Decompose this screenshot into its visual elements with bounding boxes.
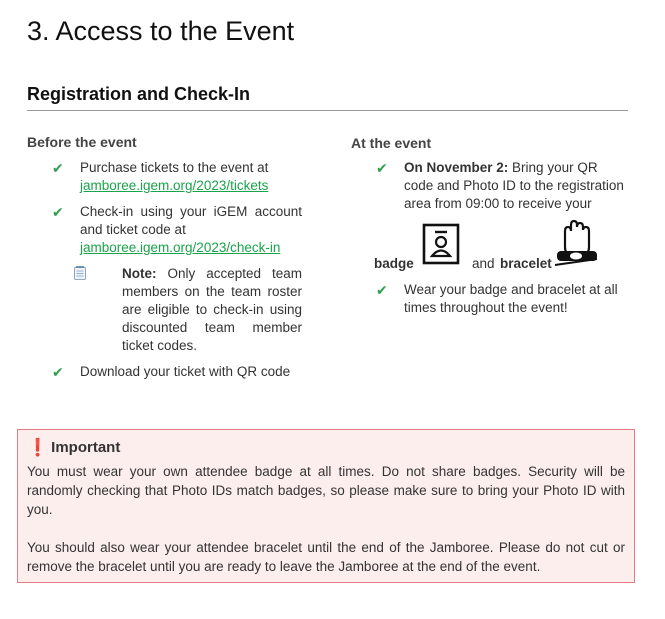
download-text: Download your ticket with QR code [80,364,291,379]
important-title: Important [51,439,121,456]
list-item [52,159,302,195]
note-item [74,265,302,355]
important-callout [17,429,635,583]
tickets-link[interactable]: jamboree.igem.org/2023/tickets [80,178,269,193]
notepad-icon [74,266,86,280]
list-item [376,159,628,213]
and-label: and [472,256,495,271]
page-title: 3. Access to the Event [27,16,295,46]
section-subtitle: Registration and Check-In [27,84,251,104]
note-label: Note: [122,266,157,281]
badge-icon [422,221,460,265]
checkmark-icon: ✔ [376,160,388,176]
section-divider [27,110,628,111]
bracelet-paragraph: You should also wear your attendee bracelet until the end of the Jamboree. Please do not cut or remove the bracelet until you are ready to leave the Jamboree at the end of the event. [27,540,625,574]
date-label: On November 2: [404,160,509,175]
important-heading [27,438,625,457]
before-event-heading: Before the event [27,134,137,150]
registration-text: Bring your QR code and Photo ID to the registration area from 09:00 to receive your [404,160,624,211]
checkmark-icon: ✔ [52,364,64,380]
bracelet-icon [554,217,598,273]
note-text: Only accepted team members on the team roster are eligible to check-in using discounted team member ticket codes. [122,266,302,353]
list-item [52,363,302,381]
check-in-link[interactable]: jamboree.igem.org/2023/check-in [80,240,281,255]
checkmark-icon: ✔ [52,204,64,220]
badge-paragraph: You must wear your own attendee badge at all times. Do not share badges. Security will be randomly checking that Photo IDs match badges, so please make sure to bring your Photo ID with you. [27,464,625,517]
check-in-text: Check-in using your iGEM account and ticket code at [80,204,302,237]
purchase-text: Purchase tickets to the event at [80,160,269,175]
list-item [376,281,628,317]
before-event-list [52,159,302,389]
wear-text: Wear your badge and bracelet at all times throughout the event! [404,282,618,315]
badge-label: badge [374,256,414,271]
exclamation-icon: ❗ [27,438,49,457]
checkmark-icon: ✔ [52,160,64,176]
at-event-heading: At the event [351,135,432,151]
bracelet-label: bracelet [500,256,552,271]
at-event-list [376,159,628,325]
checkmark-icon: ✔ [376,282,388,298]
list-item [52,203,302,257]
badge-bracelet-row [374,221,628,273]
